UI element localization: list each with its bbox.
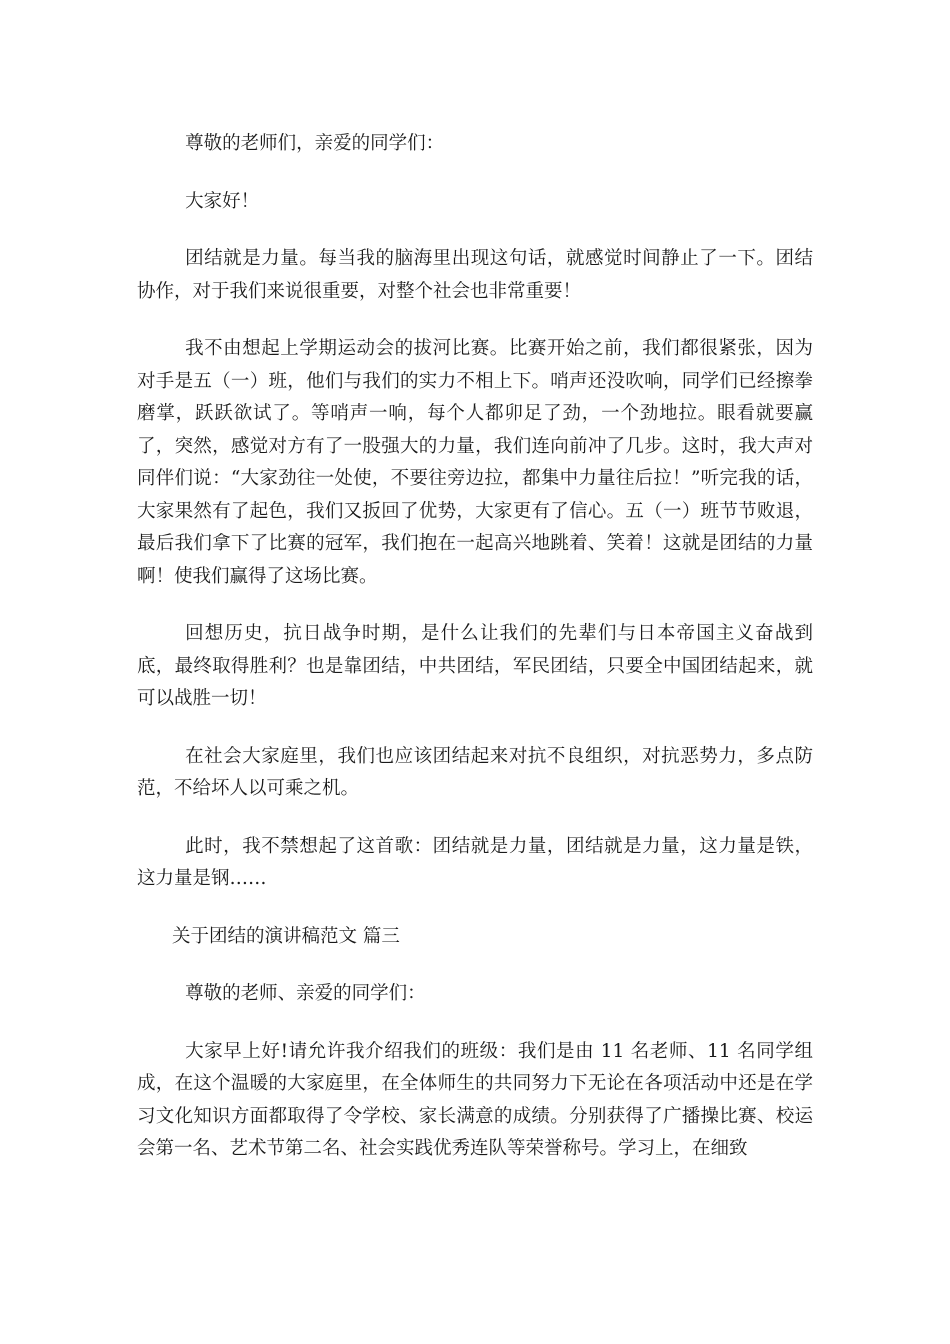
paragraph-tug-of-war: 我不由想起上学期运动会的拔河比赛。比赛开始之前，我们都很紧张，因为对手是五（一）班，他们与我们的实力不相上下。哨声还没吹响，同学们已经擦拳磨掌，跃跃欲试了。等哨声一响，每个人都卯足了劲，一个劲地拉。眼看就要赢了，突然，感觉对方有了一股强大的力量，我们连向前冲了几步。这时，我大声对同伴们说：“大家劲往一处使，不要往旁边拉，都集中力量往后拉！”听完我的话，大家果然有了起色，我们又扳回了优势，大家更有了信心。五（一）班节节败退，最后我们拿下了比赛的冠军，我们抱在一起高兴地跳着、笑着！这就是团结的力量啊！使我们赢得了这场比赛。 [137, 338, 813, 587]
salutation: 大家好！ [185, 190, 260, 212]
section-paragraph-class-intro: 大家早上好!请允许我介绍我们的班级：我们是由 11 名老师、11 名同学组成，在这个温暖的大家庭里，在全体师生的共同努力下无论在各项活动中还是在学习文化知识方面都取得了令学校、家长满意的成绩。分别获得了广播操比赛、校运会第一名、艺术节第二名、社会实践优秀连队等荣誉称号。学习上，在细致 [137, 1040, 813, 1159]
section-greeting: 尊敬的老师、亲爱的同学们： [185, 983, 426, 1004]
paragraph-society: 在社会大家庭里，我们也应该团结起来对抗不良组织，对抗恶势力，多点防范，不给坏人以可乘之机。 [137, 745, 813, 799]
section-heading: 关于团结的演讲稿范文 篇三 [172, 925, 400, 947]
paragraph-song: 此时，我不禁想起了这首歌：团结就是力量，团结就是力量，这力量是铁，这力量是钢…… [137, 835, 813, 889]
paragraph-history: 回想历史，抗日战争时期，是什么让我们的先辈们与日本帝国主义奋战到底，最终取得胜利？也是靠团结，中共团结，军民团结，只要全中国团结起来，就可以战胜一切！ [137, 623, 813, 709]
greeting: 尊敬的老师们，亲爱的同学们： [185, 133, 445, 154]
document-page [137, 128, 813, 1191]
paragraph-unity-intro: 团结就是力量。每当我的脑海里出现这句话，就感觉时间静止了一下。团结协作，对于我们来说很重要，对整个社会也非常重要！ [137, 248, 813, 302]
